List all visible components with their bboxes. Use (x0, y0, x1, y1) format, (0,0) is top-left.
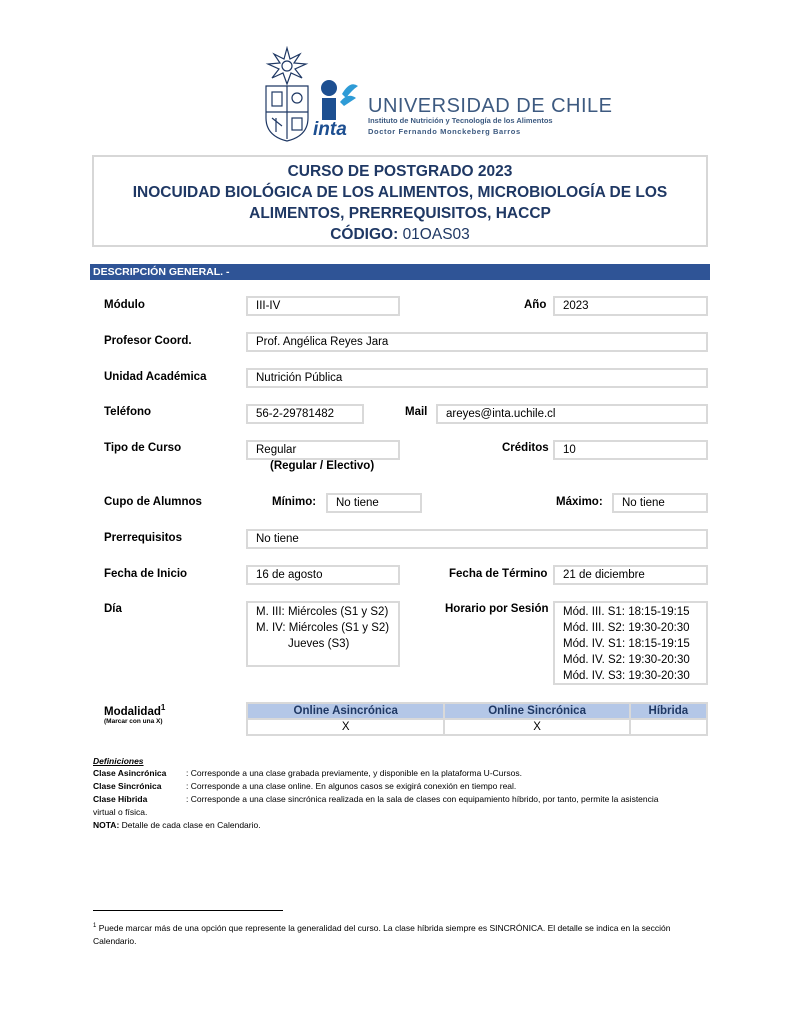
modulo-label: Módulo (104, 299, 145, 311)
title-line-3: ALIMENTOS, PRERREQUISITOS, HACCP (249, 205, 551, 222)
footnote-separator (93, 910, 283, 911)
horario-line: Mód. IV. S3: 19:30-20:30 (563, 670, 690, 682)
cupo-label: Cupo de Alumnos (104, 496, 202, 508)
dia-label: Día (104, 603, 122, 615)
tipo-field[interactable]: Regular (246, 440, 400, 460)
footnote (93, 920, 711, 948)
dia-line: M. IV: Miércoles (S1 y S2) (256, 622, 390, 634)
course-title-box (92, 155, 708, 247)
horario-field[interactable] (553, 601, 708, 685)
termino-label: Fecha de Término (449, 568, 548, 580)
mail-field[interactable]: areyes@inta.uchile.cl (436, 404, 708, 424)
definition-item (93, 781, 516, 791)
dia-line: Jueves (S3) (288, 638, 350, 650)
modalidad-mark-hibrida[interactable] (630, 719, 707, 735)
nota-text: Detalle de cada clase en Calendario. (121, 820, 261, 830)
creditos-label: Créditos (502, 442, 549, 454)
anio-label: Año (524, 299, 547, 311)
maximo-field[interactable]: No tiene (612, 493, 708, 513)
inta-wordmark: inta (313, 119, 347, 140)
definition-item (93, 794, 659, 804)
institute-name: Instituto de Nutrición y Tecnología de los Alimentos (368, 116, 553, 125)
modalidad-label (104, 703, 165, 718)
code-value: 01OAS03 (402, 226, 470, 243)
definition-term: Clase Híbrida (93, 794, 148, 804)
termino-field[interactable]: 21 de diciembre (553, 565, 708, 585)
maximo-label: Máximo: (556, 496, 603, 508)
creditos-field[interactable]: 10 (553, 440, 708, 460)
tipo-hint: (Regular / Electivo) (270, 460, 375, 472)
modalidad-hint: (Marcar con una X) (104, 718, 163, 725)
horario-line: Mód. III. S2: 19:30-20:30 (563, 622, 690, 634)
nota (93, 820, 261, 830)
nota-label: NOTA: (93, 820, 120, 830)
modulo-field[interactable]: III-IV (246, 296, 400, 316)
prerreq-field[interactable]: No tiene (246, 529, 708, 549)
modalidad-mark-asincronica[interactable]: X (247, 719, 444, 735)
anio-field[interactable]: 2023 (553, 296, 708, 316)
definition-term: Clase Asincrónica (93, 768, 167, 778)
dia-line: M. III: Miércoles (S1 y S2) (256, 606, 389, 618)
definition-text: : Corresponde a una clase sincrónica realizada en la sala de clases con equipamiento híbrido, por tanto, permite la asistencia (186, 794, 659, 804)
definition-continuation: virtual o física. (93, 807, 148, 817)
definition-item (93, 768, 522, 778)
course-code (94, 224, 706, 245)
modalidad-header-asincronica: Online Asincrónica (247, 703, 444, 719)
footnote-text: Puede marcar más de una opción que represente la generalidad del curso. La clase híbrida siempre es SINCRÓNICA. El detalle se indica en la sección Calendario. (93, 922, 671, 946)
profesor-label: Profesor Coord. (104, 335, 192, 347)
university-name: UNIVERSIDAD DE CHILE (368, 95, 613, 117)
footnote-mark: 1 (93, 923, 97, 929)
telefono-field[interactable]: 56-2-29781482 (246, 404, 364, 424)
modalidad-mark-sincronica[interactable]: X (444, 719, 629, 735)
modalidad-header-sincronica: Online Sincrónica (444, 703, 629, 719)
section-header: DESCRIPCIÓN GENERAL. - (90, 264, 710, 280)
modalidad-label-text: Modalidad (104, 705, 161, 718)
inicio-label: Fecha de Inicio (104, 568, 188, 580)
horario-line: Mód. IV. S2: 19:30-20:30 (563, 654, 690, 666)
university-shield-logo (262, 46, 312, 142)
horario-label: Horario por Sesión (445, 603, 549, 615)
minimo-label: Mínimo: (272, 496, 317, 508)
title-line-1: CURSO DE POSTGRADO 2023 (287, 163, 513, 180)
modalidad-header-row (247, 703, 707, 719)
unidad-label: Unidad Académica (104, 371, 207, 383)
prerreq-label: Prerrequisitos (104, 532, 182, 544)
modalidad-footnote-mark: 1 (160, 703, 166, 712)
doctor-name: Doctor Fernando Monckeberg Barros (368, 127, 521, 136)
inicio-field[interactable]: 16 de agosto (246, 565, 400, 585)
telefono-label: Teléfono (104, 406, 152, 418)
unidad-field[interactable]: Nutrición Pública (246, 368, 708, 388)
title-line-2: INOCUIDAD BIOLÓGICA DE LOS ALIMENTOS, MICROBIOLOGÍA DE LOS (132, 184, 668, 201)
tipo-label: Tipo de Curso (104, 442, 182, 454)
modalidad-header-hibrida: Híbrida (630, 703, 707, 719)
minimo-field[interactable]: No tiene (326, 493, 422, 513)
definition-text: : Corresponde a una clase grabada previamente, y disponible en la plataforma U-Cursos. (186, 768, 522, 778)
modalidad-table (246, 702, 708, 736)
definition-text: : Corresponde a una clase online. En algunos casos se exigirá conexión en tiempo real. (186, 781, 517, 791)
modalidad-mark-row (247, 719, 707, 735)
dia-field[interactable] (246, 601, 400, 667)
inta-logo (312, 78, 362, 120)
horario-line: Mód. IV. S1: 18:15-19:15 (563, 638, 690, 650)
code-label: CÓDIGO: (330, 226, 399, 243)
definitions-title: Definiciones (93, 756, 144, 766)
mail-label: Mail (405, 406, 428, 418)
profesor-field[interactable]: Prof. Angélica Reyes Jara (246, 332, 708, 352)
horario-line: Mód. III. S1: 18:15-19:15 (563, 606, 690, 618)
definition-term: Clase Sincrónica (93, 781, 162, 791)
